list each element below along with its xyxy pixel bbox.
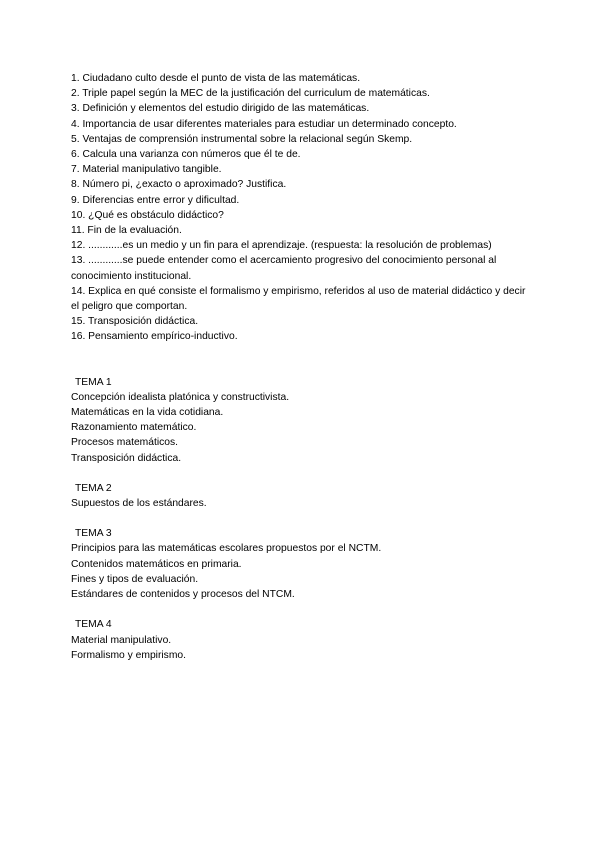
topic-item: Principios para las matemáticas escolares propuestos por el NCTM. <box>71 543 382 555</box>
question-item: 13. ............se puede entender como el acercamiento progresivo del conocimiento personal al conocimiento institucional. <box>71 255 497 282</box>
question-item: 6. Calcula una varianza con números que él te de. <box>71 149 301 161</box>
topic-item: Fines y tipos de evaluación. <box>71 573 199 585</box>
topic-title: TEMA 1 <box>75 376 112 388</box>
topic-item: Formalismo y empirismo. <box>71 649 186 661</box>
topic-title: TEMA 2 <box>75 482 112 494</box>
question-item: 9. Diferencias entre error y dificultad. <box>71 194 240 206</box>
question-item: 8. Número pi, ¿exacto o aproximado? Justifica. <box>71 179 287 191</box>
topic-item: Transposición didáctica. <box>71 452 182 464</box>
topic-item: Supuestos de los estándares. <box>71 498 207 510</box>
questions-list <box>71 71 531 345</box>
question-item: 3. Definición y elementos del estudio dirigido de las matemáticas. <box>71 103 370 115</box>
topic-block-3 <box>71 526 531 602</box>
question-item: 10. ¿Qué es obstáculo didáctico? <box>71 209 224 221</box>
question-item: 7. Material manipulativo tangible. <box>71 164 222 176</box>
topic-title: TEMA 3 <box>75 528 112 540</box>
question-item: 4. Importancia de usar diferentes materiales para estudiar un determinado concepto. <box>71 118 457 130</box>
topic-title: TEMA 4 <box>75 619 112 631</box>
topic-item: Procesos matemáticos. <box>71 437 179 449</box>
question-item: 14. Explica en qué consiste el formalismo y empirismo, referidos al uso de material didáctico y decir el peligro que comportan. <box>71 285 526 313</box>
topic-items <box>71 541 531 602</box>
question-item: 1. Ciudadano culto desde el punto de vista de las matemáticas. <box>71 73 361 84</box>
question-item: 15. Transposición didáctica. <box>71 316 199 328</box>
topic-items <box>71 633 531 663</box>
topic-item: Razonamiento matemático. <box>71 422 197 434</box>
question-item: 16. Pensamiento empírico-inductivo. <box>71 331 238 343</box>
question-item: 11. Fin de la evaluación. <box>71 225 182 237</box>
question-item: 12. ............es un medio y un fin para el aprendizaje. (respuesta: la resolución de problemas) <box>71 240 492 252</box>
topic-item: Material manipulativo. <box>71 634 172 646</box>
topic-items <box>71 390 531 466</box>
question-item: 5. Ventajas de comprensión instrumental sobre la relacional según Skemp. <box>71 133 413 145</box>
topics-section <box>71 375 531 663</box>
topic-item: Estándares de contenidos y procesos del NTCM. <box>71 589 295 601</box>
topic-items <box>71 496 531 511</box>
topic-block-2 <box>71 481 531 511</box>
question-item: 2. Triple papel según la MEC de la justificación del curriculum de matemáticas. <box>71 88 430 100</box>
document-page <box>71 71 531 678</box>
topic-item: Contenidos matemáticos en primaria. <box>71 558 242 570</box>
topic-item: Matemáticas en la vida cotidiana. <box>71 407 224 419</box>
topic-block-4 <box>71 617 531 663</box>
topic-block-1 <box>71 375 531 466</box>
topic-item: Concepción idealista platónica y constructivista. <box>71 391 290 403</box>
